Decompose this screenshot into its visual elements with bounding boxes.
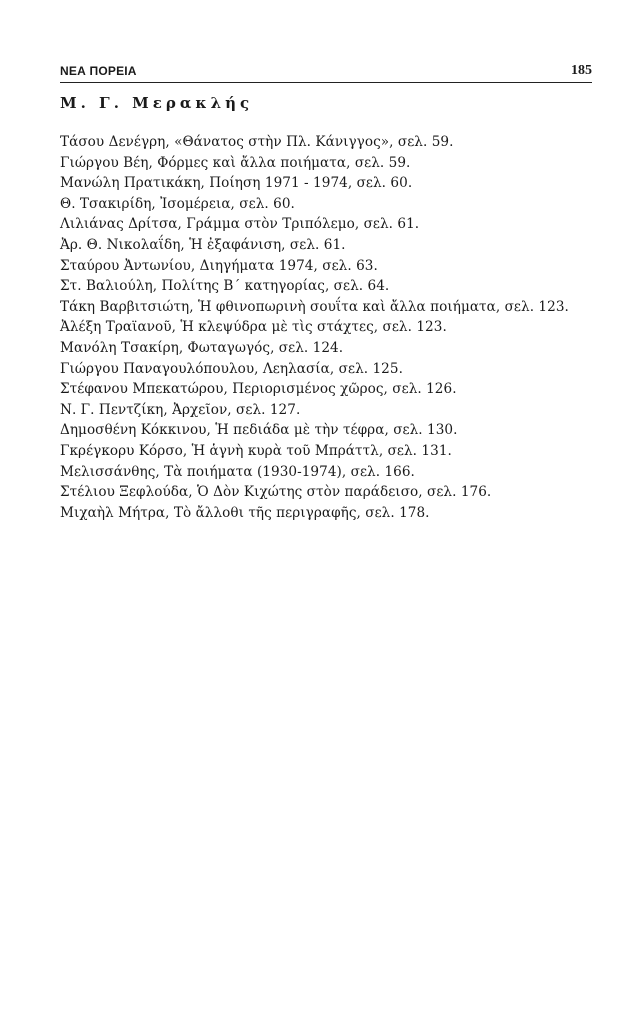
review-entry: Τάσου Δενέγρη, «Θάνατος στὴν Πλ. Κάνιγγος», σελ. 59. — [60, 134, 454, 150]
review-entry: Γιώργου Παναγουλόπουλου, Λεηλασία, σελ. 125. — [60, 360, 403, 377]
running-head — [60, 60, 592, 82]
section-author-heading: Μ. Γ. Μερακλής — [60, 94, 254, 112]
review-entry: Μανόλη Τσακίρη, Φωταγωγός, σελ. 124. — [60, 339, 344, 356]
review-entry: Μανώλη Πρατικάκη, Ποίηση 1971 - 1974, σελ. 60. — [60, 175, 413, 192]
review-entry: Λιλιάνας Δρίτσα, Γράμμα στὸν Τριπόλεμο, σελ. 61. — [60, 216, 420, 233]
review-entry: Θ. Τσακιρίδη, Ἰσομέρεια, σελ. 60. — [60, 195, 295, 212]
review-entry: Στέφανου Μπεκατώρου, Περιορισμένος χῶρος, σελ. 126. — [60, 381, 457, 398]
review-list — [60, 132, 600, 523]
review-entry: Στ. Βαλιούλη, Πολίτης Β΄ κατηγορίας, σελ. 64. — [60, 278, 390, 295]
review-entry: Ἀρ. Θ. Νικολαΐδη, Ἡ ἐξαφάνιση, σελ. 61. — [60, 236, 346, 253]
review-entry: Δημοσθένη Κόκκινου, Ἡ πεδιάδα μὲ τὴν τέφρα, σελ. 130. — [60, 422, 458, 439]
review-entry: Γιώργου Βέη, Φόρμες καὶ ἄλλα ποιήματα, σελ. 59. — [60, 154, 411, 171]
review-entry: Ν. Γ. Πεντζίκη, Ἀρχεῖον, σελ. 127. — [60, 401, 301, 418]
review-entry: Ἀλέξη Τραϊανοῦ, Ἡ κλεψύδρα μὲ τὶς στάχτες, σελ. 123. — [60, 319, 447, 336]
header-rule — [60, 82, 592, 83]
review-entry: Τάκη Βαρβιτσιώτη, Ἡ φθινοπωρινὴ σουΐτα καὶ ἄλλα ποιήματα, σελ. 123. — [60, 298, 569, 315]
review-entry: Στέλιου Ξεφλούδα, Ὁ Δὸν Κιχώτης στὸν παράδεισο, σελ. 176. — [60, 484, 492, 501]
review-entry: Σταύρου Ἀντωνίου, Διηγήματα 1974, σελ. 63. — [60, 257, 378, 274]
review-entry: Γκρέγκορυ Κόρσο, Ἡ ἁγνὴ κυρὰ τοῦ Μπράττλ, σελ. 131. — [60, 442, 452, 459]
review-entry: Μιχαὴλ Μήτρα, Τὸ ἄλλοθι τῆς περιγραφῆς, σελ. 178. — [60, 504, 430, 521]
journal-title: ΝΕΑ ΠΟΡΕΙΑ — [60, 64, 137, 78]
page-number: 185 — [571, 63, 592, 78]
review-entry: Μελισσάνθης, Τὰ ποιήματα (1930-1974), σελ. 166. — [60, 463, 415, 480]
